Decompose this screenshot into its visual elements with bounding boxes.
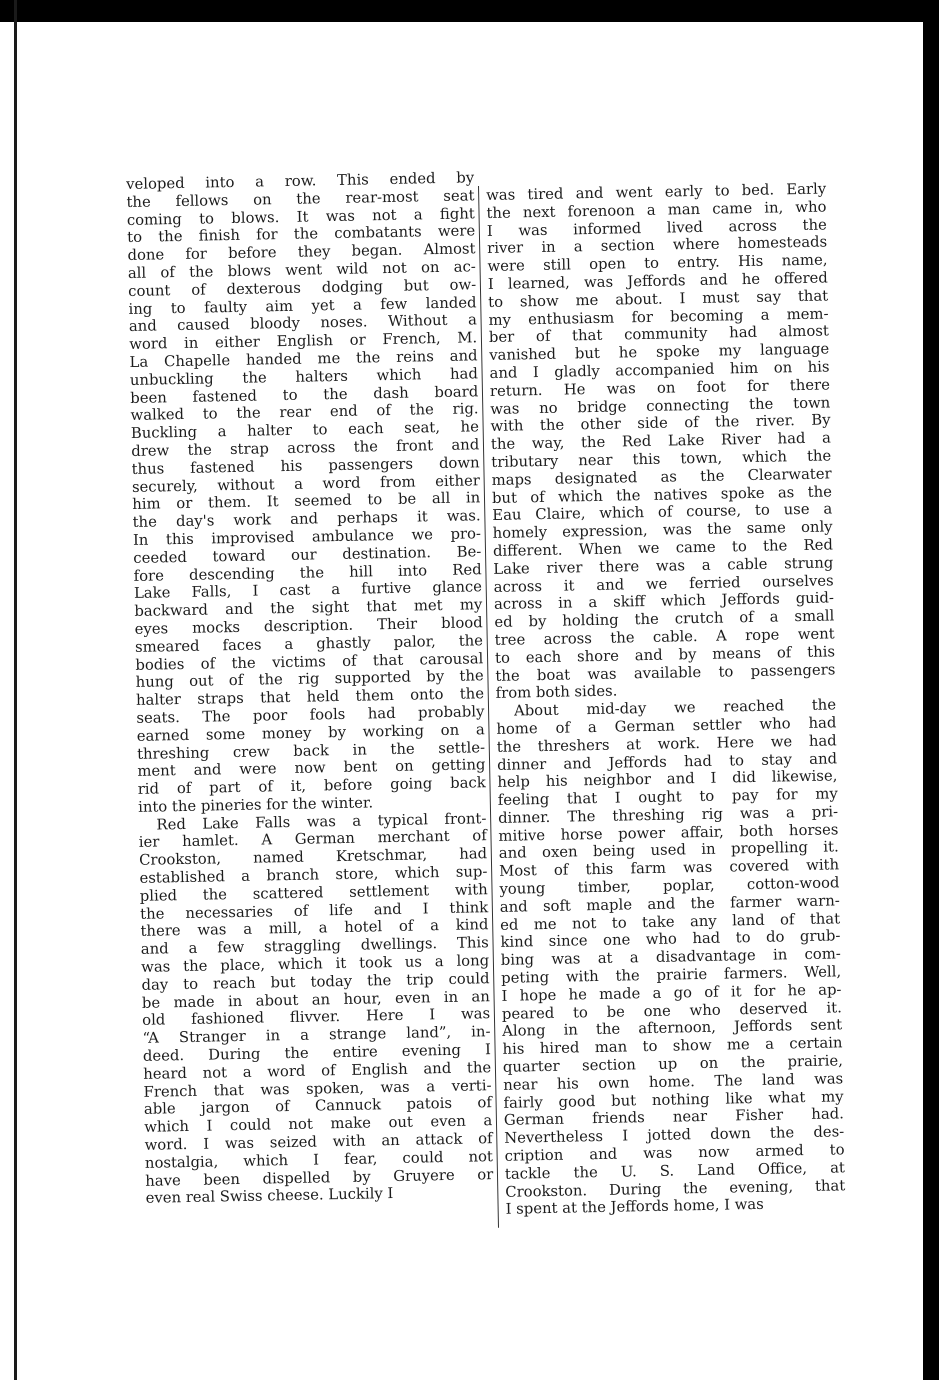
text-line: deed. During the entire evening I <box>142 1041 492 1065</box>
text-line: tackle the U. S. Land Office, at <box>504 1159 846 1183</box>
text-line: I hope he made a go of it for he ap- <box>501 981 842 1005</box>
text-line: which I could not make out even a <box>144 1112 493 1137</box>
text-line: ed me not to take any land of that <box>500 910 841 934</box>
text-line: old fashioned flivver. Here I was <box>142 1005 491 1030</box>
text-line: In this improvised ambulance we pro- <box>132 525 482 549</box>
text-line: walked to the rear end of the rig. <box>130 400 479 425</box>
text-line: drew the strap across the front and <box>131 436 480 460</box>
text-line: from both sides. <box>495 682 618 703</box>
text-line: kind since one who had to do grub- <box>500 927 841 952</box>
text-line: done for before they began. Almost <box>127 240 476 265</box>
text-line: French that was spoken, was a verti- <box>143 1076 492 1101</box>
text-line: homely expression, was the same only <box>492 518 833 543</box>
text-line: with the other side of the river. By <box>490 411 831 436</box>
text-line: the boat was available to passengers <box>495 660 836 685</box>
text-line: home of a German settler who had <box>496 714 837 738</box>
text-line: across it and we ferried ourselves <box>493 571 834 596</box>
text-line: tributary near this town, which the <box>491 447 832 471</box>
text-line: “A Stranger in a strange land”, in- <box>142 1023 491 1048</box>
text-line: return. He was on foot for there <box>489 376 831 400</box>
text-line: the next forenoon a man came in, who <box>486 198 827 222</box>
text-line: my enthusiasm for becoming a mem- <box>488 305 829 329</box>
text-line: his hired man to show me a certain <box>502 1034 843 1059</box>
text-line: La Chapelle handed me the reins and <box>129 347 478 371</box>
text-line: threshing crew back in the settle- <box>136 738 486 763</box>
text-line: was the place, which it took us a long <box>141 952 490 976</box>
text-line: across in a skiff which Jeffords guid- <box>493 589 835 614</box>
text-line: river in a section where homesteads <box>487 233 828 258</box>
text-line: word in either English or French, M. <box>129 329 478 354</box>
text-line: I spent at the Jeffords home, I was <box>505 1196 764 1219</box>
text-line: ment and were now bent on getting <box>137 756 486 781</box>
text-line: ed by holding the crutch of a small <box>494 607 835 632</box>
text-line: to show me about. I must say that <box>488 287 829 311</box>
text-line: to the finish for the combatants were <box>127 222 476 247</box>
text-line: peting with the prairie farmers. Well, <box>501 963 842 987</box>
text-line: I was informed lived across the <box>486 216 827 240</box>
text-line: Buckling a halter to each seat, he <box>130 418 480 443</box>
text-line: dinner. The threshing rig was a pri- <box>497 803 839 827</box>
text-line: ceeded toward our destination. Be- <box>133 542 482 567</box>
text-line: the way, the Red Lake River had a <box>490 429 832 454</box>
text-line: different. When we came to the Red <box>492 536 834 560</box>
text-line: and I gladly accompanied him on his <box>489 358 830 382</box>
text-line: the fellows on the rear-most seat <box>126 187 475 211</box>
text-line: Red Lake Falls was a typical front- <box>156 809 487 834</box>
text-line: quarter section up on the prairie, <box>502 1052 844 1076</box>
text-line: help his neighbor and I did likewise, <box>497 767 838 792</box>
text-line: be made in about an hour, even in an <box>141 987 490 1012</box>
text-line: coming to blows. It was not a fight <box>126 204 475 229</box>
scan-left-edge <box>14 0 17 1380</box>
text-line: maps designated as the Clearwater <box>491 465 832 489</box>
text-line: able jargon of Cannuck patois of <box>143 1094 493 1119</box>
text-line: been fastened to the dash board <box>130 382 479 407</box>
text-line: but of which the natives spoke as the <box>491 482 833 507</box>
text-line: and soft maple and the farmer warn- <box>499 892 840 916</box>
text-line: plied the scattered settlement with <box>139 881 488 905</box>
text-line: Nevertheless I jotted down the des- <box>504 1123 845 1148</box>
text-line: the threshers at work. Here we had <box>496 732 837 756</box>
text-line: nostalgia, which I fear, could not <box>144 1147 494 1172</box>
left-text-column <box>126 169 494 1208</box>
text-line: young timber, poplar, cotton-wood <box>499 874 840 898</box>
text-line: ing to faulty aim yet a few landed <box>128 293 477 318</box>
text-line: day to reach but today the trip could <box>141 970 490 994</box>
text-line: eyes mocks description. Their blood <box>134 614 483 638</box>
text-line: word. I was seized with an attack of <box>144 1130 493 1154</box>
text-line: securely, without a word from either <box>131 471 481 496</box>
text-line: all of the blows went wild not on ac- <box>127 258 476 282</box>
text-line: Lake river there was a cable strung <box>493 554 834 578</box>
text-line: and a few straggling dwellings. This <box>140 934 489 959</box>
text-line: and oxen being used in propelling it. <box>498 838 839 863</box>
scan-right-border <box>923 22 939 1380</box>
text-line: there was a mill, a hotel of a kind <box>140 916 489 941</box>
text-line: peared to be one who deserved it. <box>501 998 842 1023</box>
text-line: ber of that community had almost <box>488 322 829 347</box>
text-line: German friends near Fisher had. <box>503 1105 845 1130</box>
text-line: thus fastened his passengers down <box>131 454 480 478</box>
right-text-column <box>486 180 846 1219</box>
text-line: was no bridge connecting the town <box>490 393 831 418</box>
text-line: have been dispelled by Gruyere or <box>145 1165 494 1190</box>
text-line: and caused bloody noses. Without a <box>128 311 477 336</box>
text-line: him or them. It seemed to be all in <box>132 489 481 514</box>
text-line: Along in the afternoon, Jeffords sent <box>502 1016 843 1041</box>
text-line: Eau Claire, which of course, to use a <box>492 500 833 525</box>
text-line: About mid-day we reached the <box>513 696 837 720</box>
text-line: was tired and went early to bed. Early <box>486 180 827 204</box>
text-line: bing was at a disadvantage in com- <box>500 945 841 970</box>
text-line: count of dexterous dodging but ow- <box>128 276 477 300</box>
text-line: unbuckling the halters which had <box>129 365 479 389</box>
text-line: fore descending the hill into Red <box>133 560 482 585</box>
text-line: near his own home. The land was <box>503 1070 844 1094</box>
text-line: Crookston, named Kretschmar, had <box>138 845 488 870</box>
text-line: to each shore and by means of this <box>494 643 836 667</box>
text-line: feeling that I ought to pay for my <box>497 785 838 809</box>
text-line: ier hamlet. A German merchant of <box>138 827 487 852</box>
text-line: backward and the sight that met my <box>134 596 483 621</box>
text-line: Crookston. During the evening, that <box>505 1176 846 1201</box>
text-line: dinner and Jeffords had to stay and <box>496 749 838 774</box>
text-line: I learned, was Jeffords and he offered <box>487 269 828 293</box>
scan-top-border <box>0 0 939 22</box>
text-line: seats. The poor fools had probably <box>136 703 485 727</box>
text-line: veloped into a row. This ended by <box>126 169 475 193</box>
text-line: tree across the cable. A rope went <box>494 625 835 649</box>
text-line: mitive horse power affair, both horses <box>498 821 839 845</box>
text-line: smeared faces a ghastly palor, the <box>134 631 484 656</box>
text-line: bodies of the victims of that carousal <box>135 649 484 674</box>
text-line: Lake Falls, I cast a furtive glance <box>133 578 483 603</box>
text-line: halter straps that held them onto the <box>135 685 485 710</box>
text-line: hung out of the rig supported by the <box>135 667 484 692</box>
text-line: cription and was now armed to <box>504 1141 845 1165</box>
text-line: the day's work and perhaps it was. <box>132 507 481 532</box>
text-line: heard not a word of English and the <box>143 1058 492 1083</box>
text-line: vanished but he spoke my language <box>489 340 830 365</box>
text-line: even real Swiss cheese. Luckily I <box>145 1185 394 1208</box>
text-line: were still open to entry. His name, <box>487 251 828 276</box>
text-line: established a branch store, which sup- <box>139 863 488 887</box>
text-line: the necessaries of life and I think <box>140 898 489 923</box>
text-line: earned some money by working on a <box>136 720 485 745</box>
text-line: fairly good but nothing like what my <box>503 1087 844 1112</box>
text-line: into the pineries for the winter. <box>137 794 374 816</box>
text-line: Most of this farm was covered with <box>498 856 840 881</box>
text-line: rid of part of it, before going back <box>137 774 486 798</box>
